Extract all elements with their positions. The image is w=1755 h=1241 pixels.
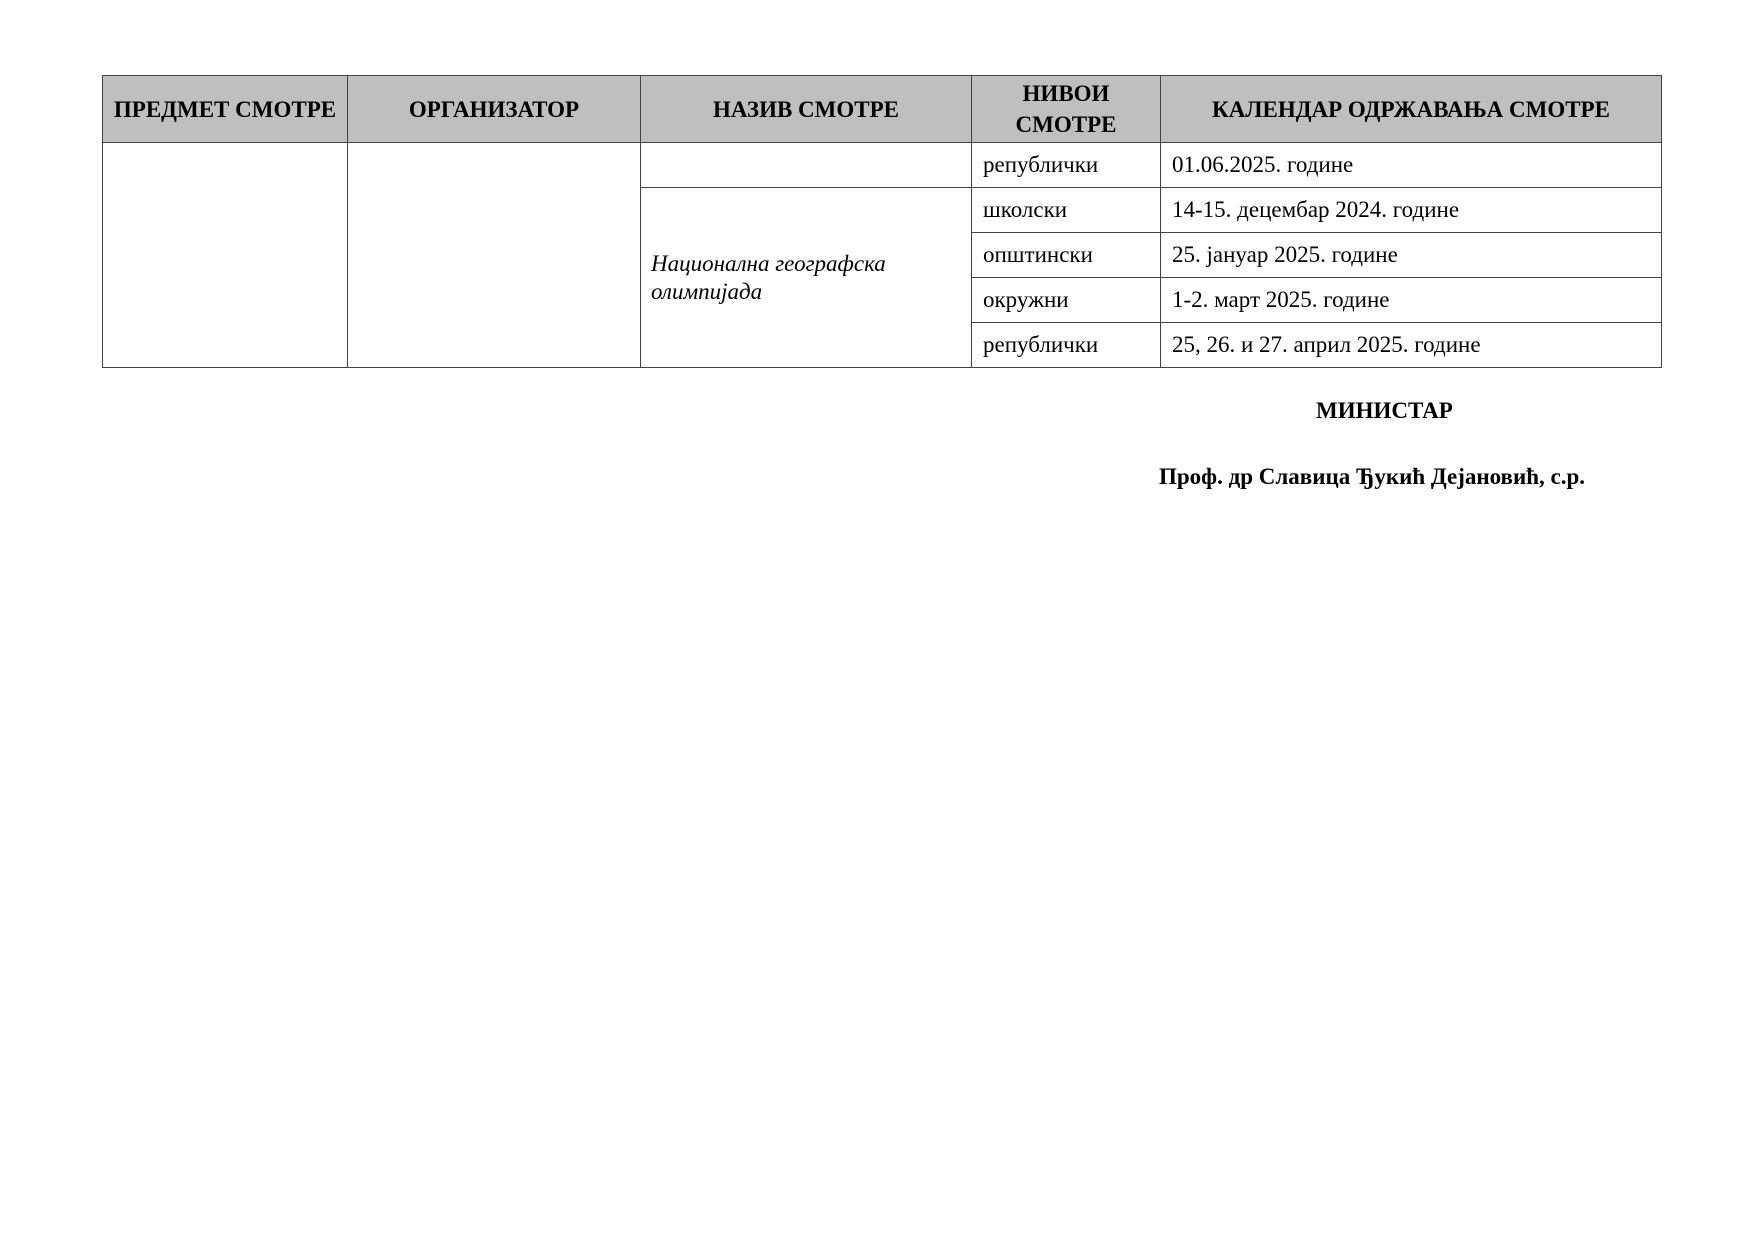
header-name: НАЗИВ СМОТРЕ <box>641 76 972 143</box>
olympiad-name-cell: Национална географска олимпијада <box>641 188 972 368</box>
name-cell-empty <box>641 143 972 188</box>
header-organizer: ОРГАНИЗАТОР <box>348 76 641 143</box>
date-cell: 1-2. март 2025. године <box>1161 278 1662 323</box>
level-cell: школски <box>972 188 1161 233</box>
level-cell: републички <box>972 323 1161 368</box>
subject-cell <box>103 143 348 368</box>
date-cell: 25, 26. и 27. април 2025. године <box>1161 323 1662 368</box>
date-cell: 14-15. децембар 2024. године <box>1161 188 1662 233</box>
table-header-row <box>103 76 1662 143</box>
header-level: НИВОИ СМОТРЕ <box>972 76 1161 143</box>
competitions-table <box>102 75 1662 368</box>
level-cell: окружни <box>972 278 1161 323</box>
level-cell: општински <box>972 233 1161 278</box>
date-cell: 25. јануар 2025. године <box>1161 233 1662 278</box>
header-subject: ПРЕДМЕТ СМОТРЕ <box>103 76 348 143</box>
table-row <box>103 143 1662 188</box>
minister-title: МИНИСТАР <box>1316 398 1453 423</box>
date-cell: 01.06.2025. године <box>1161 143 1662 188</box>
minister-name: Проф. др Славица Ђукић Дејановић, с.р. <box>1159 464 1586 489</box>
level-cell: републички <box>972 143 1161 188</box>
organizer-cell <box>348 143 641 368</box>
header-calendar: КАЛЕНДАР ОДРЖАВАЊА СМОТРЕ <box>1161 76 1662 143</box>
